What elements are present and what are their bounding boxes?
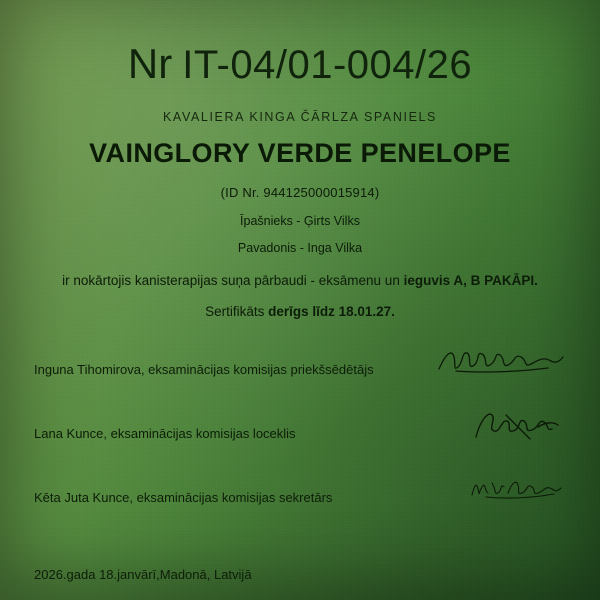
signatory-name: Inguna Tihomirova, eksaminācijas komisijas priekšsēdētājs <box>34 362 374 377</box>
signature-row <box>34 345 566 379</box>
signature-row <box>34 473 566 507</box>
handler-line: Pavadonis - Inga Vilka <box>237 241 363 255</box>
exam-result-line <box>28 273 572 288</box>
validity-line <box>28 304 572 319</box>
signature-row <box>34 409 566 443</box>
signatory-name: Kēta Juta Kunce, eksaminācijas komisijas sekretārs <box>34 490 333 505</box>
signatures-section <box>28 345 572 507</box>
owner-line: Īpašnieks - Ģirts Vilks <box>240 214 360 228</box>
exam-result-grade: ieguvis A, B PAKĀPI. <box>403 273 538 288</box>
breed-name: KAVALIERA KINGA ČĀRLZA SPANIELS <box>163 110 437 124</box>
issue-place-date: 2026.gada 18.janvārī,Madonā, Latvijā <box>34 567 252 582</box>
signature-keta-juta-kunce-icon <box>466 473 566 507</box>
validity-date: derīgs līdz 18.01.27. <box>268 304 395 319</box>
certificate-number-value: IT-04/01-004/26 <box>182 43 473 87</box>
signature-tihomirova-icon <box>436 345 566 379</box>
exam-result-text: ir nokārtojis kanisterapijas suņa pārbaudi - eksāmenu un <box>62 273 404 288</box>
signature-kunce-icon <box>466 409 566 443</box>
certificate-number-label: Nr <box>127 40 173 87</box>
certificate-number <box>28 40 572 88</box>
validity-text: Sertifikāts <box>205 304 269 319</box>
dog-name: VAINGLORY VERDE PENELOPE <box>89 138 511 168</box>
signatory-name: Lana Kunce, eksaminācijas komisijas loceklis <box>34 426 296 441</box>
dog-id-number: (ID Nr. 944125000015914) <box>220 185 380 200</box>
